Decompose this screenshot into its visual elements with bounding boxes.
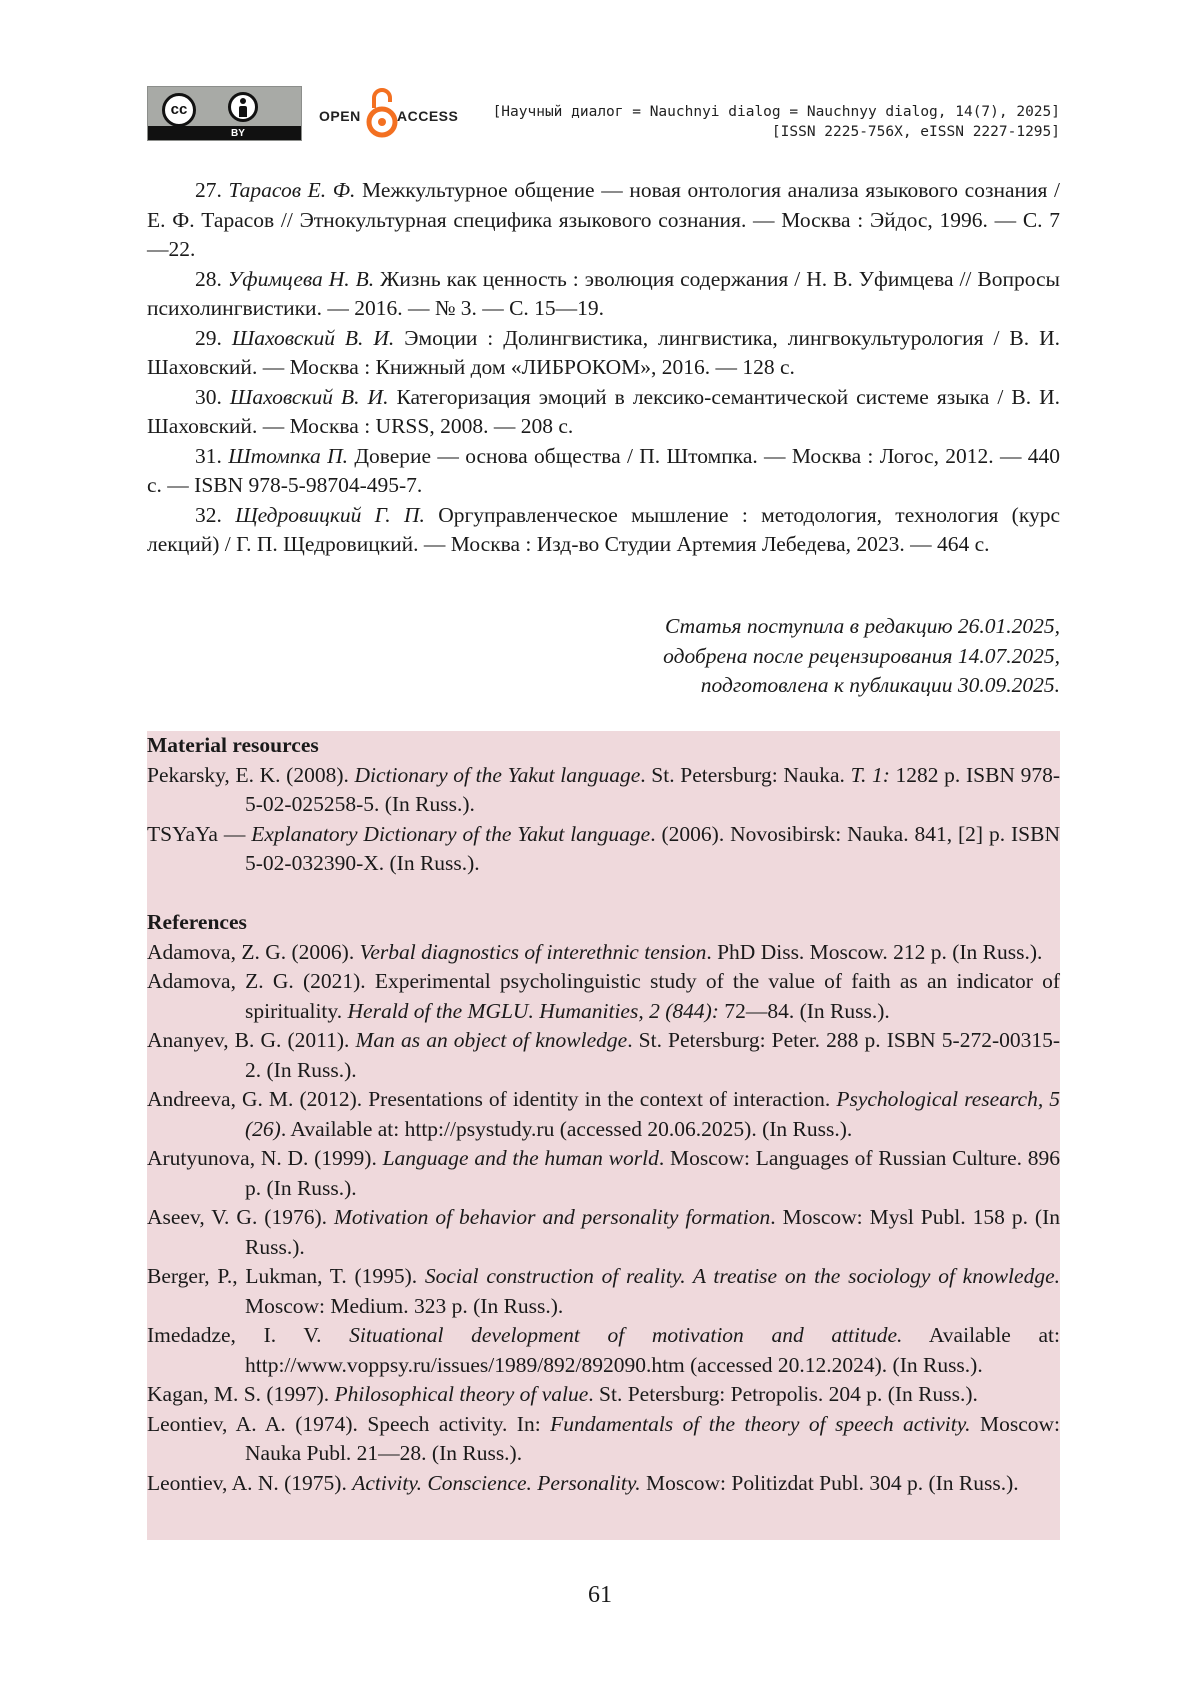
reference-entry: Leontiev, A. N. (1975). Activity. Conscience. Personality. Moscow: Politizdat Publ. 304 p. (In Russ.). — [147, 1470, 1019, 1495]
reference-entry: Aseev, V. G. (1976). Motivation of behavior and personality formation. Moscow: Mysl Publ. 158 p. (In Russ.). — [147, 1205, 1061, 1259]
references-heading: References — [147, 910, 247, 934]
approved-line: одобрена после рецензирования 14.07.2025, — [663, 643, 1060, 668]
page-number: 61 — [588, 1582, 612, 1608]
cc-icon: cc — [162, 93, 196, 127]
open-access-logo[interactable] — [319, 86, 469, 141]
reference-entry: Andreeva, G. M. (2012). Presentations of identity in the context of interaction. Psychological research, 5 (26). Available at: http://psystudy.ru (accessed 20.06.2025). (In Russ.). — [147, 1087, 1060, 1141]
by-strip — [148, 126, 301, 140]
bib-entry-27: 27. Тарасов Е. Ф. Межкультурное общение — новая онтология анализа языкового сознания / Е. Ф. Тарасов // Этнокультурная специфика языкового сознания. — Москва : Эйдос, 1996. — С. 7—22. — [147, 178, 1060, 261]
article-received-note — [147, 612, 1060, 701]
bib-entry-28: 28. Уфимцева Н. В. Жизнь как ценность : эволюция содержания / Н. В. Уфимцева // Вопросы психолингвистики. — 2016. — № 3. — С. 15—19. — [147, 266, 1060, 320]
journal-citation: [Научный диалог = Nauchnyi dialog = Nauchnyy dialog, 14(7), 2025] — [492, 104, 1060, 120]
journal-issn: [ISSN 2225-756X, eISSN 2227-1295] — [771, 124, 1060, 140]
material-entry: Pekarsky, E. K. (2008). Dictionary of the Yakut language. St. Petersburg: Nauka. T. 1: 1282 p. ISBN 978-5-02-025258-5. (In Russ.). — [147, 762, 1060, 816]
bib-entry-32: 32. Щедровицкий Г. П. Оргуправленческое мышление : методология, технология (курс лекций) / Г. П. Щедровицкий. — Москва : Изд-во Студии Артемия Лебедева, 2023. — 464 с. — [147, 502, 1061, 556]
reference-entry: Imedadze, I. V. Situational development of motivation and attitude. Available at: http://www.voppsy.ru/issues/1989/892/892090.htm (accessed 20.12.2024). (In Russ.). — [147, 1323, 1060, 1377]
bib-entry-30: 30. Шаховский В. И. Категоризация эмоций в лексико-семантической системе языка / В. И. Шаховский. — Москва : URSS, 2008. — 208 с. — [147, 384, 1060, 438]
bibliography-ru — [147, 176, 1060, 560]
reference-entry: Ananyev, B. G. (2011). Man as an object of knowledge. St. Petersburg: Peter. 288 p. ISBN 5-272-00315-2. (In Russ.). — [147, 1028, 1061, 1082]
received-line: Статья поступила в редакцию 26.01.2025, — [664, 614, 1060, 638]
attribution-person-icon — [228, 92, 258, 122]
open-access-access-text: ACCESS — [397, 108, 459, 124]
reference-entry: Adamova, Z. G. (2006). Verbal diagnostics of interethnic tension. PhD Diss. Moscow. 212 p. (In Russ.). — [147, 939, 1043, 964]
reference-entry: Adamova, Z. G. (2021). Experimental psycholinguistic study of the value of faith as an indicator of spirituality. Herald of the MGLU. Humanities, 2 (844): 72—84. (In Russ.). — [147, 969, 1060, 1023]
bib-entry-31: 31. Штомпка П. Доверие — основа общества / П. Штомпка. — Москва : Логос, 2012. — 440 с. — ISBN 978-5-98704-495-7. — [147, 443, 1061, 497]
reference-entry: Kagan, M. S. (1997). Philosophical theory of value. St. Petersburg: Petropolis. 204 p. (In Russ.). — [147, 1382, 978, 1406]
material-resources-heading: Material resources — [147, 733, 319, 757]
prepared-line: подготовлена к публикации 30.09.2025. — [700, 673, 1060, 697]
material-entry: TSYaYa — Explanatory Dictionary of the Yakut language. (2006). Novosibirsk: Nauka. 841, [2] p. ISBN 5-02-032390-X. (In Russ.). — [147, 821, 1061, 875]
creative-commons-by-badge[interactable] — [147, 86, 302, 141]
open-access-lock-icon — [364, 86, 400, 140]
bib-entry-29: 29. Шаховский В. И. Эмоции : Долингвистика, лингвистика, лингвокультурология / В. И. Шаховский. — Москва : Книжный дом «ЛИБРОКОМ», 2016. — 128 с. — [147, 325, 1060, 379]
by-label: BY — [231, 128, 245, 139]
open-access-open-text: OPEN — [319, 108, 361, 124]
reference-entry: Berger, P., Lukman, T. (1995). Social construction of reality. A treatise on the sociology of knowledge. Moscow: Medium. 323 p. (In Russ.). — [147, 1264, 1060, 1318]
reference-entry: Leontiev, A. A. (1974). Speech activity. In: Fundamentals of the theory of speech activity. Moscow: Nauka Publ. 21—28. (In Russ.). — [147, 1411, 1060, 1465]
reference-entry: Arutyunova, N. D. (1999). Language and the human world. Moscow: Languages of Russian Culture. 896 p. (In Russ.). — [147, 1146, 1060, 1200]
english-references-panel — [147, 731, 1060, 1540]
page-header — [147, 86, 1060, 142]
